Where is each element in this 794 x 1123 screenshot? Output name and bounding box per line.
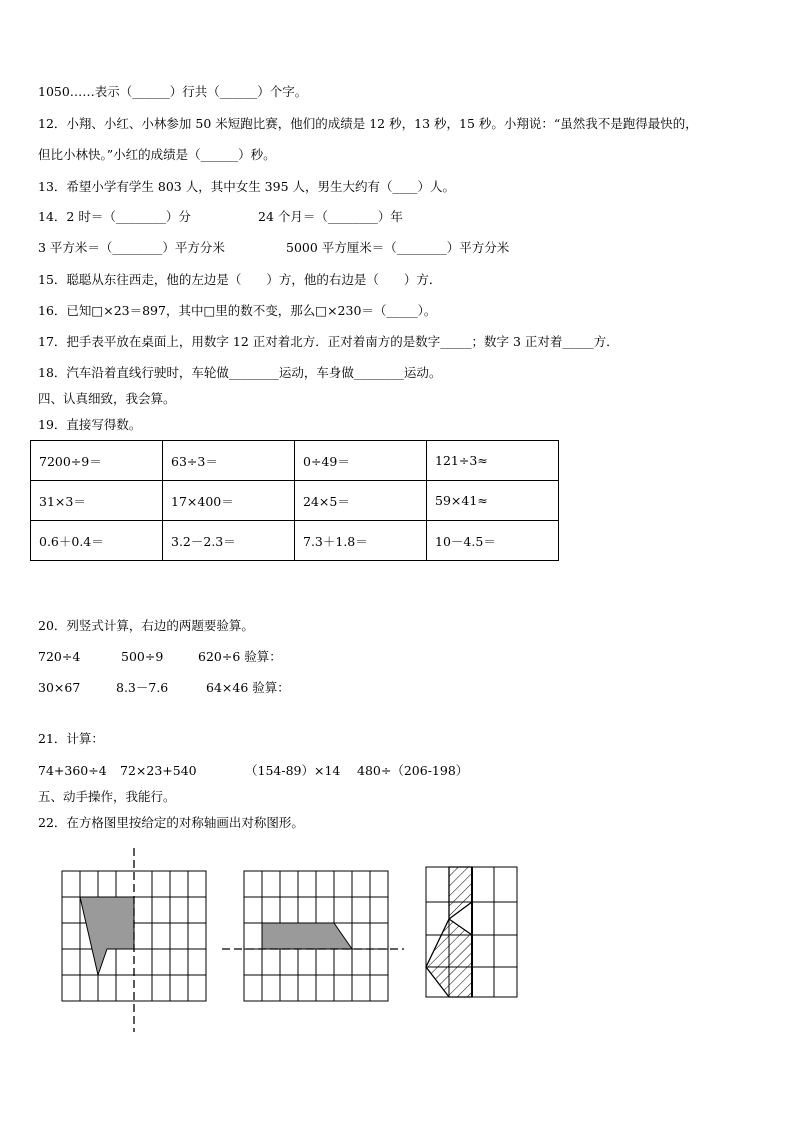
grid-figure-2 xyxy=(222,871,404,1001)
table-cell: 24×5＝ xyxy=(295,481,427,521)
q14-sqcm: 5000 平方厘米＝（________）平方分米 xyxy=(286,240,510,255)
table-cell: 10－4.5＝ xyxy=(427,521,559,561)
shaded-shape xyxy=(262,923,352,949)
q12-line2: 但比小林快。”小红的成绩是（______）秒。 xyxy=(38,147,276,162)
grid-figure-3 xyxy=(426,867,517,997)
q20-item: 64×46 验算： xyxy=(206,680,290,695)
table-cell: 63÷3＝ xyxy=(163,441,295,481)
q20-item: 8.3－7.6 xyxy=(116,680,169,695)
table-cell: 3.2－2.3＝ xyxy=(163,521,295,561)
q14-row1 xyxy=(38,209,403,225)
grid-figure-1 xyxy=(62,848,206,1032)
q21-row xyxy=(38,763,468,779)
q21-item: 480÷（206-198） xyxy=(357,763,469,778)
q14-hours: 14．2 时＝（________）分 xyxy=(38,209,191,224)
q21: 21．计算： xyxy=(38,731,104,746)
q18: 18．汽车沿着直线行驶时，车轮做________运动，车身做________运动。 xyxy=(38,365,442,380)
q17: 17．把手表平放在桌面上，用数字 12 正对着北方．正对着南方的是数字_____；数字 3 正对着_____方． xyxy=(38,334,619,349)
shaded-shape xyxy=(80,897,134,975)
table-cell: 17×400＝ xyxy=(163,481,295,521)
q22: 22．在方格图里按给定的对称轴画出对称图形。 xyxy=(38,815,304,830)
q20-item: 30×67 xyxy=(38,680,81,695)
symmetry-figures xyxy=(0,840,794,1040)
q20: 20．列竖式计算，右边的两题要验算。 xyxy=(38,618,254,633)
table-cell: 0÷49＝ xyxy=(295,441,427,481)
q21-item: （154-89）×14 xyxy=(245,763,341,778)
table-row xyxy=(31,521,559,561)
q19: 19．直接写得数。 xyxy=(38,417,142,432)
table-cell: 59×41≈ xyxy=(427,481,559,521)
q21-item: 74+360÷4 xyxy=(38,763,107,778)
table-row xyxy=(31,441,559,481)
table-cell: 31×3＝ xyxy=(31,481,163,521)
section-5-heading: 五、动手操作，我能行。 xyxy=(38,789,176,804)
q14-sqm: 3 平方米＝（________）平方分米 xyxy=(38,240,225,255)
mental-math-table xyxy=(30,440,559,561)
hatched-shape xyxy=(426,867,472,997)
q15: 15．聪聪从东往西走，他的左边是（ ）方，他的右边是（ ）方． xyxy=(38,272,442,287)
q16: 16．已知□×23＝897，其中□里的数不变，那么□×230＝（_____）。 xyxy=(38,303,437,318)
table-cell: 7200÷9＝ xyxy=(31,441,163,481)
q20-item: 720÷4 xyxy=(38,649,81,664)
q20-row1 xyxy=(38,649,282,665)
q13: 13．希望小学有学生 803 人，其中女生 395 人，男生大约有（____）人。 xyxy=(38,179,456,194)
q14-row2 xyxy=(38,240,509,256)
q11-tail: 1050……表示（______）行共（______）个字。 xyxy=(38,84,308,99)
table-cell: 121÷3≈ xyxy=(427,441,559,481)
section-4-heading: 四、认真细致，我会算。 xyxy=(38,391,176,406)
q12-line1: 12．小翔、小红、小林参加 50 米短跑比赛，他们的成绩是 12 秒，13 秒，15 秒。小翔说：“虽然我不是跑得最快的， xyxy=(38,116,698,131)
q20-row2 xyxy=(38,680,290,696)
table-cell: 7.3＋1.8＝ xyxy=(295,521,427,561)
q20-item: 620÷6 验算： xyxy=(198,649,282,664)
q20-item: 500÷9 xyxy=(121,649,164,664)
q14-months: 24 个月＝（________）年 xyxy=(258,209,403,224)
table-cell: 0.6＋0.4＝ xyxy=(31,521,163,561)
table-row xyxy=(31,481,559,521)
q21-item: 72×23+540 xyxy=(120,763,197,778)
